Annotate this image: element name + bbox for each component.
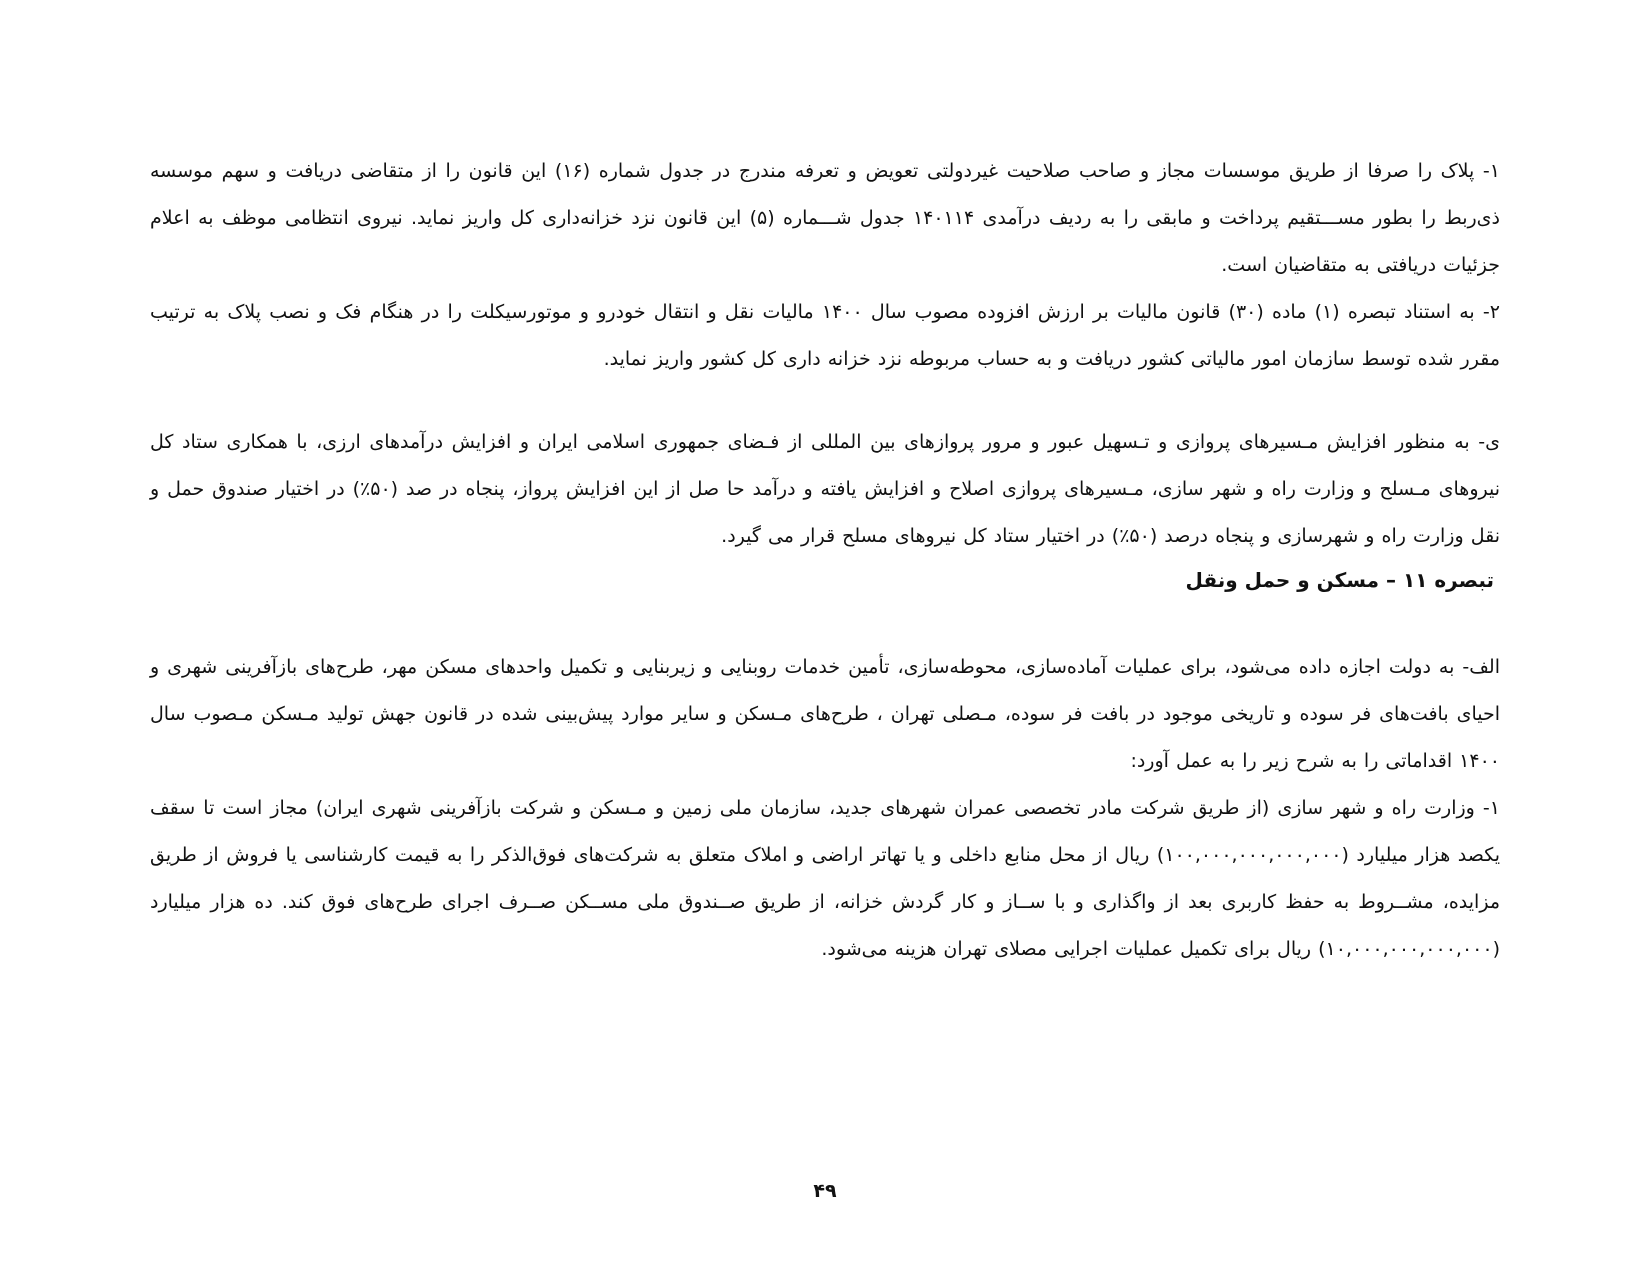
section-heading: تبصره ۱۱ – مسکن و حمل ونقل: [1185, 568, 1494, 592]
paragraph-vehicle-transfer-tax: ۲- به استناد تبصره (۱) ماده (۳۰) قانون مالیات بر ارزش افزوده مصوب سال ۱۴۰۰ مالیات نقل و انتقال خودرو و موتورسیکلت را در هنگام فک و نصب پلاک به ترتیب مقرر شده توسط سازمان امور مالیاتی کشور دریافت و به حساب مربوطه نزد خزانه داری کل کشور واریز نماید.: [150, 301, 1500, 370]
paragraph-plate-replacement: ۱- پلاک را صرفا از طریق موسسات مجاز و صاحب صلاحیت غیردولتی تعویض و تعرفه مندرج در جدول شماره (۱۶) این قانون را از متقاضی دریافت و سهم موسسه ذی‌ربط را بطور مســـتقیم پرداخت و مابقی را به ردیف درآمدی ۱۴۰۱۱۴ جدول شـــماره (۵) این قانون نزد خزانه‌داری کل واریز نماید. نیروی انتظامی موظف به اعلام جزئیات دریافتی به متقاضیان است.: [150, 160, 1501, 276]
page-number: ۴۹: [813, 1180, 837, 1202]
document-body: [150, 148, 1500, 973]
paragraph-roads-ministry: ۱- وزارت راه و شهر سازی (از طریق شرکت مادر تخصصی عمران شهرهای جدید، سازمان ملی زمین و مـسکن و شرکت بازآفرینی شهری ایران) مجاز است تا سقف یکصد هزار میلیارد (۱۰۰,۰۰۰,۰۰۰,۰۰۰,۰۰۰) ریال از محل منابع داخلی و یا تهاتر اراضی و املاک متعلق به شرکت‌های فوق‌الذکر را به قیمت کارشناسی یا فروش از طریق مزایده، مشــروط به حفظ کاربری بعد از واگذاری و با ســاز و کار گردش خزانه، از طریق صــندوق ملی مســکن صــرف اجرای طرح‌های فوق کند. ده هزار میلیارد (۱۰,۰۰۰,۰۰۰,۰۰۰,۰۰۰) ریال برای تکمیل عملیات اجرایی مصلای تهران هزینه می‌شود.: [150, 797, 1500, 960]
paragraph-flight-routes: ی- به منظور افزایش مـسیرهای پروازی و تـسهیل عبور و مرور پروازهای بین المللی از فـضای جمهوری اسلامی ایران و افزایش درآمدهای ارزی، با همکاری ستاد کل نیروهای مـسلح و وزارت راه و شهر سازی، مـسیرهای پروازی اصلاح و افزایش یافته و درآمد حا صل از این افزایش پرواز، پنجاه در صد (۵۰٪) در اختیار صندوق حمل و نقل وزارت راه و شهرسازی و پنجاه درصد (۵۰٪) در اختیار ستاد کل نیروهای مسلح قرار می گیرد.: [150, 431, 1500, 547]
paragraph-housing-permission: الف- به دولت اجازه داده می‌شود، برای عملیات آماده‌سازی، محوطه‌سازی، تأمین خدمات روبنایی و زیربنایی و تکمیل واحدهای مسکن مهر، طرح‌های بازآفرینی شهری و احیای بافت‌های فر سوده و تاریخی موجود در بافت فر سوده، مـصلی تهران ، طرح‌های مـسکن و سایر موارد پیش‌بینی شده در قانون جهش تولید مـسکن مـصوب سال ۱۴۰۰ اقداماتی را به شرح زیر را به عمل آورد:: [150, 656, 1500, 772]
